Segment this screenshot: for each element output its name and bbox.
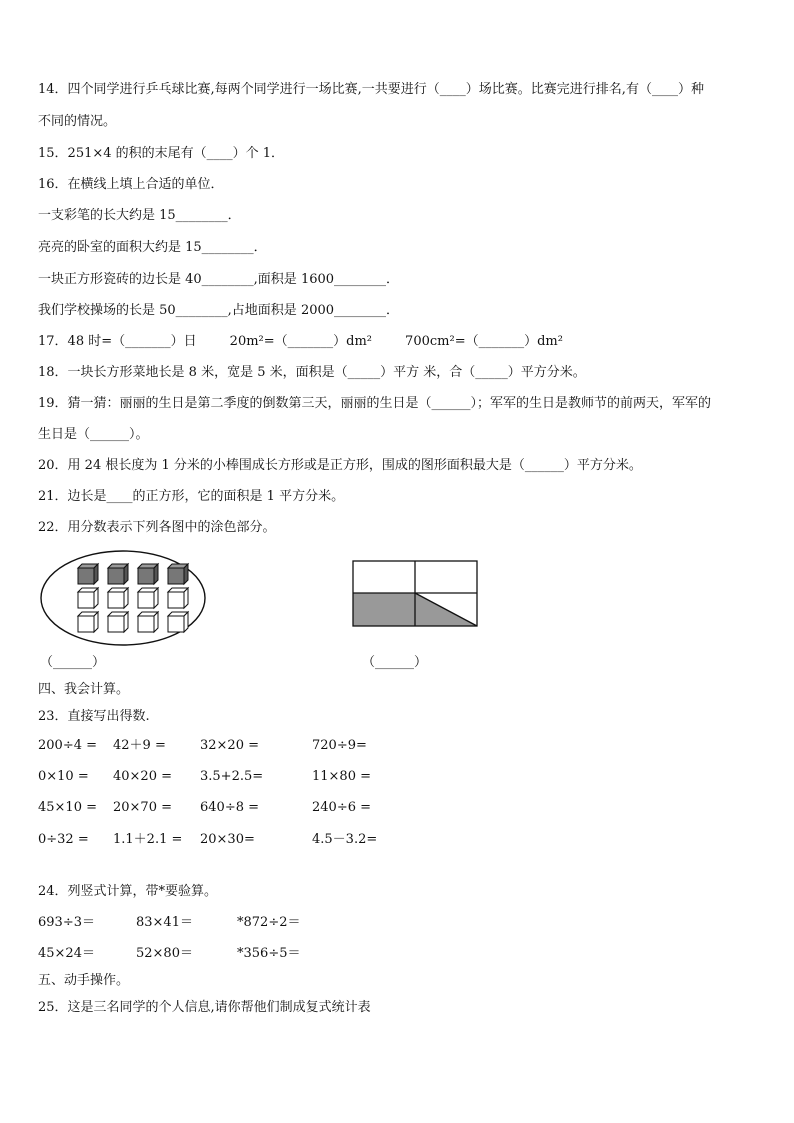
- cube-face: [184, 564, 188, 584]
- cube-face: [108, 592, 124, 608]
- figure-rectangle-parts: [350, 560, 480, 630]
- question-16-title: 16．在横线上填上合适的单位．: [38, 177, 224, 192]
- calc-item: 240÷6 =: [312, 800, 372, 815]
- cube-face: [78, 568, 94, 584]
- question-16-line: 一块正方形瓷砖的边长是 40________,面积是 1600________．: [38, 272, 400, 287]
- vertical-calc-item: *356÷5＝: [237, 946, 301, 961]
- question-21: 21．边长是____的正方形，它的面积是 1 平方分米。: [38, 489, 345, 504]
- calc-item: 20×30=: [200, 832, 255, 847]
- question-22-title: 22．用分数表示下列各图中的涂色部分。: [38, 520, 276, 535]
- question-19-line-2: 生日是（______）。: [38, 427, 149, 442]
- figure-cubes-ellipse: [38, 548, 208, 648]
- question-14-line-2: 不同的情况。: [38, 114, 117, 129]
- cube-face: [94, 612, 98, 632]
- question-18: 18．一块长方形菜地长是 8 米，宽是 5 米，面积是（_____）平方 米，合（_____）平方分米。: [38, 365, 586, 380]
- calc-item: 720÷9=: [312, 738, 367, 753]
- cube-face: [184, 588, 188, 608]
- vertical-calc-item: 693÷3＝: [38, 915, 95, 930]
- question-23-title: 23．直接写出得数.: [38, 709, 150, 724]
- calc-item: 40×20 =: [113, 769, 173, 784]
- cube-face: [168, 592, 184, 608]
- question-22-answer-left: （______）: [40, 655, 106, 670]
- cube-face: [94, 588, 98, 608]
- calc-item: 3.5+2.5=: [200, 769, 264, 784]
- question-14-line-1: 14．四个同学进行乒乓球比赛,每两个同学进行一场比赛,一共要进行（____）场比赛。比赛完进行排名,有（____）种: [38, 82, 704, 97]
- section-5-heading: 五、动手操作。: [38, 973, 130, 988]
- question-16-line: 一支彩笔的长大约是 15________．: [38, 208, 241, 223]
- calc-item: 1.1＋2.1 =: [113, 832, 183, 847]
- calc-item: 32×20 =: [200, 738, 260, 753]
- cube-face: [184, 612, 188, 632]
- question-15: 15．251×4 的积的末尾有（____）个 1．: [38, 146, 285, 161]
- vertical-calc-item: 83×41＝: [136, 915, 193, 930]
- cube-face: [124, 612, 128, 632]
- cube-face: [154, 612, 158, 632]
- question-20: 20．用 24 根长度为 1 分米的小棒围成长方形或是正方形，围成的图形面积最大是（______）平方分米。: [38, 458, 642, 473]
- calc-item: 20×70 =: [113, 800, 173, 815]
- question-19-line-1: 19．猜一猜：丽丽的生日是第二季度的倒数第三天，丽丽的生日是（______）；军军的生日是教师节的前两天，军军的: [38, 396, 712, 411]
- calc-item: 11×80 =: [312, 769, 372, 784]
- cube-face: [108, 568, 124, 584]
- cube-face: [138, 616, 154, 632]
- cube-face: [138, 592, 154, 608]
- vertical-calc-item: *872÷2＝: [237, 915, 301, 930]
- cube-face: [108, 616, 124, 632]
- vertical-calc-item: 52×80＝: [136, 946, 193, 961]
- question-24-title: 24．列竖式计算，带*要验算。: [38, 884, 218, 899]
- question-17: 17．48 时=（_______）日 20m²=（_______）dm² 700cm²=（_______）dm²: [38, 334, 563, 349]
- cube-face: [154, 564, 158, 584]
- cube-face: [154, 588, 158, 608]
- question-16-line: 我们学校操场的长是 50________,占地面积是 2000________．: [38, 303, 400, 318]
- section-4-heading: 四、我会计算。: [38, 682, 130, 697]
- calc-item: 640÷8 =: [200, 800, 260, 815]
- calc-item: 4.5－3.2=: [312, 832, 378, 847]
- cube-face: [138, 568, 154, 584]
- cube-face: [78, 592, 94, 608]
- cube-face: [168, 568, 184, 584]
- calc-item: 45×10 =: [38, 800, 98, 815]
- cube-face: [124, 564, 128, 584]
- calc-item: 42＋9 =: [113, 738, 166, 753]
- calc-item: 0÷32 =: [38, 832, 89, 847]
- question-22-answer-right: （______）: [362, 655, 428, 670]
- calc-item: 0×10 =: [38, 769, 89, 784]
- question-16-line: 亮亮的卧室的面积大约是 15________．: [38, 240, 267, 255]
- question-25: 25．这是三名同学的个人信息,请你帮他们制成复式统计表: [38, 1000, 371, 1015]
- cube-face: [94, 564, 98, 584]
- cube-face: [124, 588, 128, 608]
- cube-face: [168, 616, 184, 632]
- vertical-calc-item: 45×24＝: [38, 946, 95, 961]
- calc-item: 200÷4 =: [38, 738, 98, 753]
- cube-face: [78, 616, 94, 632]
